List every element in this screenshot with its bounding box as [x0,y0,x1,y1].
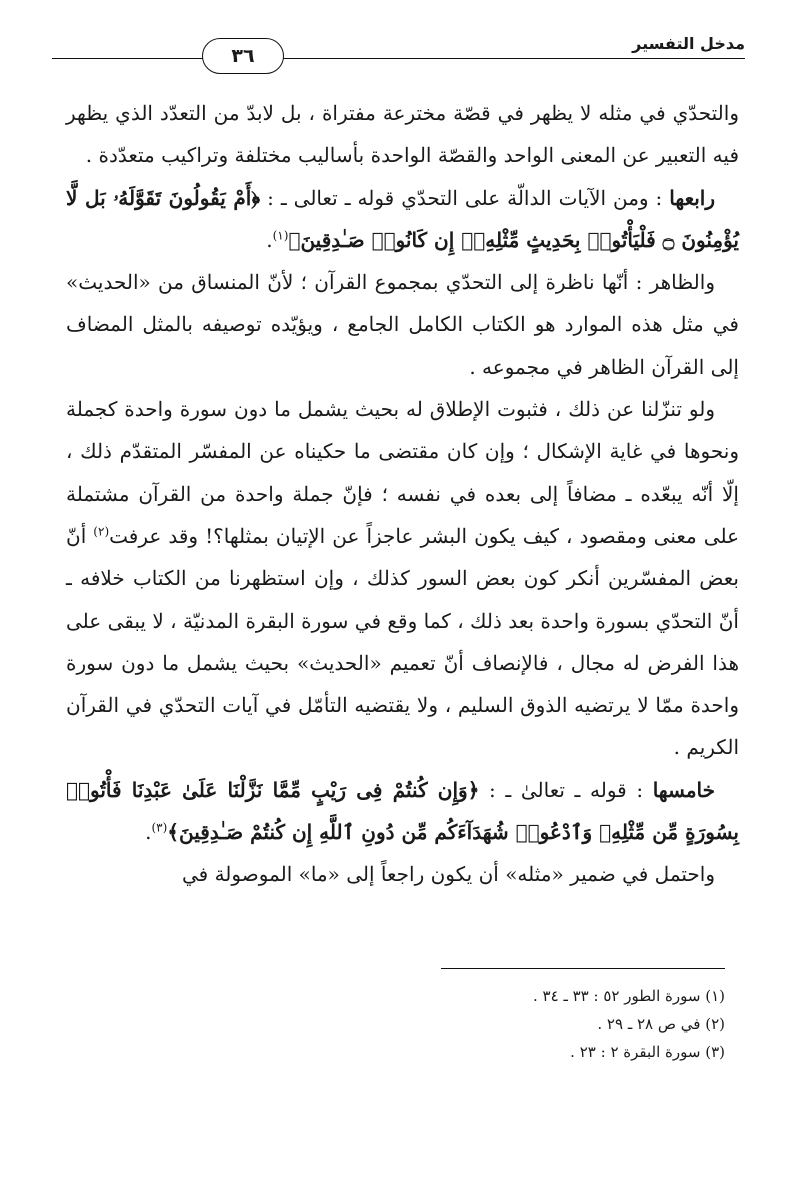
section-lead: رابعها [669,185,716,210]
paragraph-text: ولو تنزّلنا عن ذلك ، فثبوت الإطلاق له بحيث يشمل ما دون سورة واحدة كجملة ونحوها في غاية الإشكال ؛ وإن كان مقتضى ما حكيناه عن المفسّر المتقدّم ذلك ، إلّا أنّه يبعّده ـ مضافاً إلى بعده في نفسه ؛ فإنّ جملة واحدة من القرآن مشتملة على معنى ومقصود ، كيف يكون البشر عاجزاً عن الإتيان بمثلها؟! وقد عرفت [66,397,739,548]
paragraph-2 [66,177,739,262]
paragraph-1 [66,92,739,177]
footnote-ref: (١) [272,228,289,243]
paragraph-text: . [266,227,273,252]
paragraph-text: والتحدّي في مثله لا يظهر في قصّة مخترعة مفتراة ، بل لابدّ من التعدّد الذي يظهر فيه التعبير عن المعنى الواحد والقصّة الواحدة بأساليب مختلفة وتراكيب متعدّدة . [66,101,739,168]
paragraph-text: . [145,820,152,845]
footnote-ref: (٣) [151,820,168,835]
footnote-1: (١) سورة الطور ٥٢ : ٣٣ ـ ٣٤ . [533,987,725,1005]
footnote-divider [441,968,725,969]
paragraph-6 [66,853,739,895]
section-lead: خامسها [652,777,716,802]
main-text [66,92,739,896]
footnote-3: (٣) سورة البقرة ٢ : ٢٣ . [570,1043,725,1061]
paragraph-3 [66,261,739,388]
paragraph-text: : ومن الآيات الدالّة على التحدّي قوله ـ تعالى ـ : [260,185,670,210]
footnotes [300,982,725,1066]
page-header [52,30,745,70]
paragraph-4 [66,388,739,769]
paragraph-text: واحتمل في ضمير «مثله» أن يكون راجعاً إلى «ما» الموصولة في [181,862,715,887]
book-title: مدخل التفسير [626,34,745,53]
paragraph-5 [66,769,739,854]
page-number: ٣٦ [202,38,284,74]
paragraph-text: أنّ بعض المفسّرين أنكر كون بعض السور كذلك ، وإن استظهرنا من الكتاب خلافه ـ أنّ التحدّي بسورة واحدة بعد ذلك ، كما وقع في سورة البقرة المدنيّة ، لا يبقى على هذا الفرض له مجال ، فالإنصاف أنّ تعميم «الحديث» بحيث يشمل ما دون سورة واحدة ممّا لا يرتضيه الذوق السليم ، ولا يقتضيه التأمّل في آيات التحدّي في القرآن الكريم . [66,523,739,760]
quran-verse: ﴿وَإِن كُنتُمْ فِى رَيْبٍ مِّمَّا نَزَّلْنَا عَلَىٰ عَبْدِنَا فَأْتُوا۟ بِسُورَةٍ مِّن مِّثْلِهِۦ وَٱدْعُوا۟ شُهَدَآءَكُم مِّن دُونِ ٱللَّهِ إِن كُنتُمْ صَـٰدِقِينَ﴾ [66,777,739,845]
paragraph-text: : قوله ـ تعالىٰ ـ : [479,777,653,802]
quran-verse: ﴿أَمْ يَقُولُونَ تَقَوَّلَهُۥ بَل لَّا يُؤْمِنُونَ ۝ فَلْيَأْتُوا۟ بِحَدِيثٍ مِّثْلِهِۦٓ إِن كَانُوا۟ صَـٰدِقِينَ﴾ [66,185,739,252]
header-rule [52,58,745,59]
paragraph-text: والظاهر : أنّها ناظرة إلى التحدّي بمجموع القرآن ؛ لأنّ المنساق من «الحديث» في مثل هذه الموارد هو الكتاب الكامل الجامع ، ويؤيّده توصيفه بالمثل المضاف إلى القرآن الظاهر في مجموعه . [66,270,739,379]
footnote-2: (٢) في ص ٢٨ ـ ٢٩ . [597,1015,725,1033]
footnote-ref: (٢) [93,524,110,539]
